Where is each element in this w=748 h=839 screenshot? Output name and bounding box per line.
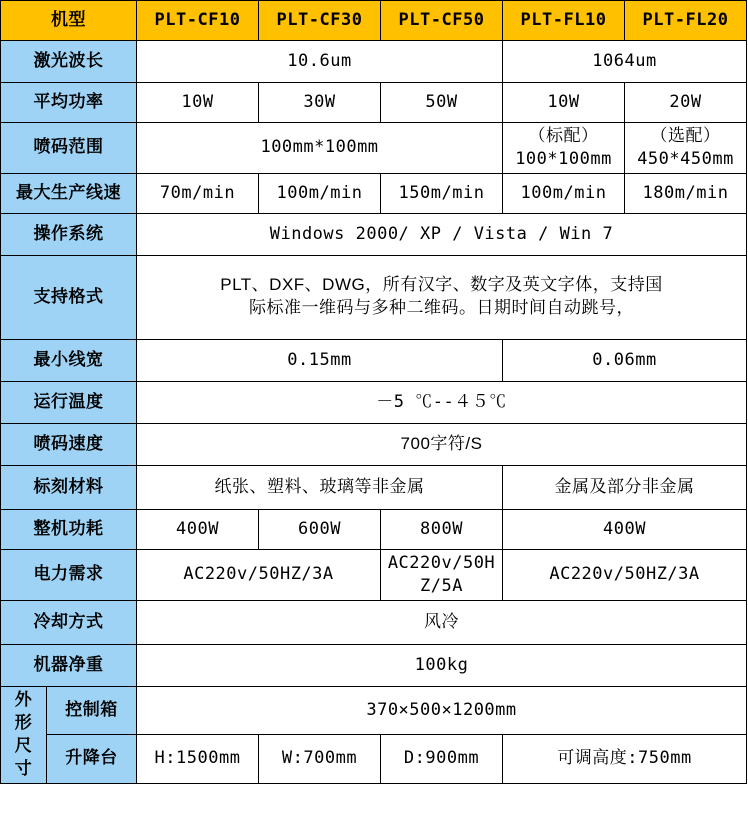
value-control-box-size: 370×500×1200mm [137,686,747,734]
table-row [1,83,747,123]
value-marking-range-fl20: （选配）450*450mm [625,123,747,174]
value-line-speed-3: 150m/min [381,173,503,213]
header-model-2: PLT-CF30 [259,1,381,41]
label-average-power: 平均功率 [1,83,137,123]
value-lift-width: W:700mm [259,735,381,783]
table-header-row [1,1,747,41]
label-marking-material: 标刻材料 [1,465,137,509]
value-power-5: 20W [625,83,747,123]
label-supported-formats: 支持格式 [1,255,137,339]
value-power-2: 30W [259,83,381,123]
value-operating-temperature: －5 ℃--４５℃ [137,381,747,423]
header-model-1: PLT-CF10 [137,1,259,41]
table-row [1,41,747,83]
label-operating-system: 操作系统 [1,213,137,255]
table-row [1,509,747,549]
label-control-box: 控制箱 [47,686,137,734]
formats-line-1: PLT、DXF、DWG，所有汉字、数字及英文字体，支持国 [220,275,663,295]
value-cooling-method: 风冷 [137,600,747,644]
label-operating-temperature: 运行温度 [1,381,137,423]
table-row [1,423,747,465]
value-power-4: 10W [503,83,625,123]
value-lift-height: H:1500mm [137,735,259,783]
label-min-line-width: 最小线宽 [1,339,137,381]
table-row [1,173,747,213]
value-lift-depth: D:900mm [381,735,503,783]
table-row [1,213,747,255]
table-row [1,381,747,423]
value-material-fiber: 金属及部分非金属 [503,465,747,509]
table-row [1,735,747,783]
label-line-speed: 最大生产线速 [1,173,137,213]
value-line-speed-2: 100m/min [259,173,381,213]
value-marking-range-co2: 100mm*100mm [137,123,503,174]
value-lift-adjustable-height: 可调高度:750mm [503,735,747,783]
value-consumption-cf50: 800W [381,509,503,549]
label-marking-speed: 喷码速度 [1,423,137,465]
label-overall-dimensions [1,686,47,783]
value-line-speed-4: 100m/min [503,173,625,213]
table-row [1,465,747,509]
label-power-consumption: 整机功耗 [1,509,137,549]
value-wavelength-co2: 10.6um [137,41,503,83]
header-model-5: PLT-FL20 [625,1,747,41]
value-supported-formats [137,255,747,339]
value-net-weight: 100kg [137,644,747,686]
label-cooling-method: 冷却方式 [1,600,137,644]
header-model-4: PLT-FL10 [503,1,625,41]
label-marking-range: 喷码范围 [1,123,137,174]
table-row [1,600,747,644]
label-lift-table: 升降台 [47,735,137,783]
value-min-line-width-fiber: 0.06mm [503,339,747,381]
value-electrical-fiber: AC220v/50HZ/3A [503,549,747,600]
table-row [1,339,747,381]
value-marking-speed: 700字符/S [137,423,747,465]
label-net-weight: 机器净重 [1,644,137,686]
value-electrical-co2: AC220v/50HZ/3A [137,549,381,600]
value-operating-system: Windows 2000/ XP / Vista / Win 7 [137,213,747,255]
table-row [1,644,747,686]
value-power-3: 50W [381,83,503,123]
value-consumption-cf30: 600W [259,509,381,549]
value-consumption-fiber: 400W [503,509,747,549]
value-material-co2: 纸张、塑料、玻璃等非金属 [137,465,503,509]
value-min-line-width-co2: 0.15mm [137,339,503,381]
label-electrical-requirement: 电力需求 [1,549,137,600]
value-line-speed-1: 70m/min [137,173,259,213]
formats-line-2: 际标准一维码与多种二维码。日期时间自动跳号， [249,298,634,318]
value-wavelength-fiber: 1064um [503,41,747,83]
table-row [1,123,747,174]
value-electrical-cf50: AC220v/50HZ/5A [381,549,503,600]
value-power-1: 10W [137,83,259,123]
value-line-speed-5: 180m/min [625,173,747,213]
value-marking-range-fl10: （标配）100*100mm [503,123,625,174]
label-wavelength: 激光波长 [1,41,137,83]
table-row [1,255,747,339]
header-model-3: PLT-CF50 [381,1,503,41]
header-model-label: 机型 [1,1,137,41]
table-row [1,686,747,734]
table-row [1,549,747,600]
label-overall-dimensions-text: 外 形 尺 寸 [14,689,33,778]
value-consumption-cf10: 400W [137,509,259,549]
